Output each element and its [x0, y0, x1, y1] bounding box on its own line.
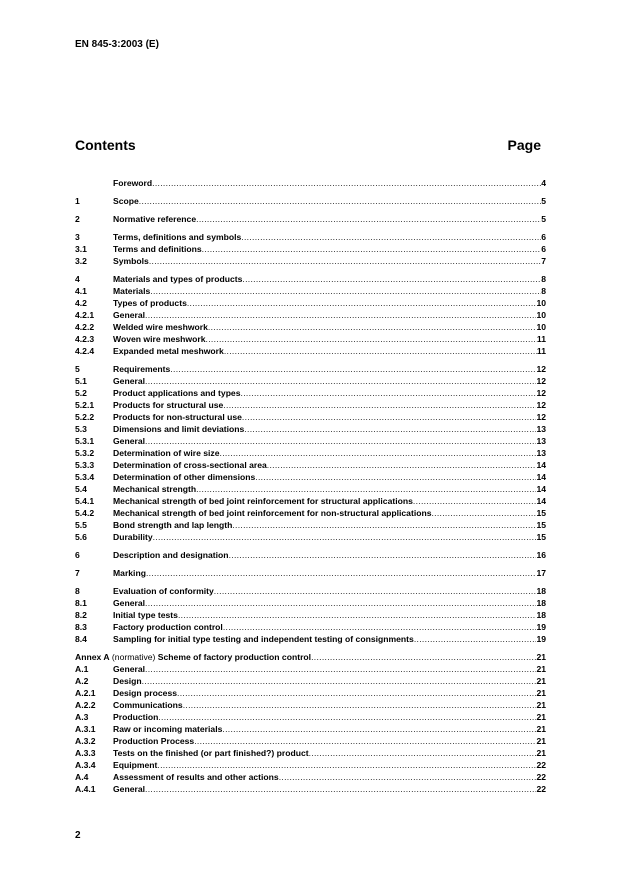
toc-entry-title: [113, 621, 223, 633]
toc-entry-title-text: Determination of cross-sectional area: [113, 460, 267, 470]
toc-entry[interactable]: [75, 735, 546, 747]
toc-entry-title-text: Bond strength and lap length: [113, 520, 233, 530]
toc-entry-title-text: Product applications and types: [113, 388, 241, 398]
toc-entry-page: 14: [536, 472, 546, 482]
toc-entry-page: 12: [536, 376, 546, 386]
dot-leader: [158, 711, 536, 723]
toc-entry[interactable]: [75, 285, 546, 297]
toc-entry-title: [113, 663, 145, 675]
toc-entry-title-text: Terms, definitions and symbols: [113, 232, 242, 242]
toc-entry-title: [113, 387, 241, 399]
toc-entry-page: 22: [536, 784, 546, 794]
dot-leader: [187, 297, 537, 309]
toc-entry-number: A.2.1: [75, 688, 96, 698]
toc-entry[interactable]: [75, 375, 546, 387]
toc-entry-number: 2: [75, 214, 80, 224]
toc-group: [75, 195, 546, 207]
toc-entry-page: 21: [536, 736, 546, 746]
toc-entry-number: 5.2.1: [75, 400, 95, 410]
toc-entry-title: [113, 531, 153, 543]
toc-entry-number: 3: [75, 232, 80, 242]
toc-entry-page: 14: [536, 496, 546, 506]
dot-leader: [170, 363, 536, 375]
toc-entry-title-text: Mechanical strength of bed joint reinforcement for non-structural applications: [113, 508, 432, 518]
toc-entry-page: 19: [536, 634, 546, 644]
toc-entry-page: 5: [541, 196, 546, 206]
toc-entry-page: 11: [536, 334, 546, 344]
dot-leader: [242, 411, 537, 423]
toc-entry-title: [113, 177, 152, 189]
toc-entry-title: [113, 567, 146, 579]
dot-leader: [208, 321, 537, 333]
toc-entry[interactable]: [75, 459, 546, 471]
toc-entry[interactable]: [75, 699, 546, 711]
toc-entry-number: 4.2: [75, 298, 87, 308]
toc-entry-title: [113, 399, 223, 411]
toc-entry-title: [113, 411, 242, 423]
toc-group: [75, 213, 546, 225]
dot-leader: [267, 459, 537, 471]
toc-entry-page: 15: [536, 532, 546, 542]
dot-leader: [202, 243, 542, 255]
toc-entry-page: 16: [536, 550, 546, 560]
toc-entry-number: 8.3: [75, 622, 87, 632]
toc-entry-title-text: Requirements: [113, 364, 171, 374]
toc-entry-title: [113, 723, 222, 735]
toc-entry-title-text: Production Process: [113, 736, 195, 746]
toc-entry-page: 21: [536, 748, 546, 758]
toc-entry[interactable]: [75, 759, 546, 771]
toc-entry-number: [75, 177, 113, 189]
toc-entry-title-text: Terms and definitions: [113, 244, 202, 254]
toc-group: [75, 585, 546, 645]
toc-entry-page: 18: [536, 598, 546, 608]
toc-entry-title: [113, 345, 224, 357]
toc-entry-title-text: Marking: [113, 568, 146, 578]
toc-entry-page: 10: [536, 298, 546, 308]
toc-entry-title: [113, 309, 145, 321]
toc-entry-page: 21: [536, 664, 546, 674]
toc-entry-number: 5.4.1: [75, 496, 95, 506]
toc-group: [75, 363, 546, 543]
dot-leader: [196, 483, 536, 495]
toc-entry-number: 5.5: [75, 520, 87, 530]
toc-entry[interactable]: [75, 309, 546, 321]
toc-entry[interactable]: [75, 651, 546, 663]
dot-leader: [414, 633, 537, 645]
toc-entry-title: [113, 747, 309, 759]
toc-entry-title-text: Determination of other dimensions: [113, 472, 256, 482]
dot-leader: [177, 687, 536, 699]
toc-entry-number: 8.1: [75, 598, 87, 608]
toc-entry[interactable]: [75, 243, 546, 255]
document-header: EN 845-3:2003 (E): [75, 39, 159, 50]
toc-entry-page: 21: [536, 688, 546, 698]
dot-leader: [145, 375, 536, 387]
toc-entry-title-text: Annex A: [75, 652, 110, 662]
toc-entry-page: 22: [536, 772, 546, 782]
toc-entry-page: 18: [536, 586, 546, 596]
toc-entry-title: [113, 687, 177, 699]
dot-leader: [145, 663, 536, 675]
dot-leader: [152, 177, 541, 189]
toc-entry-number: 1: [75, 196, 80, 206]
dot-leader: [242, 273, 541, 285]
toc-entry-number: A.1: [75, 664, 89, 674]
dot-leader: [196, 213, 541, 225]
toc-entry-number: 3.2: [75, 256, 87, 266]
toc-entry-page: 14: [536, 460, 546, 470]
toc-entry-number: 4.2.2: [75, 322, 95, 332]
table-of-contents: [75, 177, 546, 795]
toc-entry-title: [113, 771, 279, 783]
dot-leader: [214, 585, 537, 597]
toc-entry[interactable]: [75, 363, 546, 375]
toc-entry-number: 5.3.4: [75, 472, 95, 482]
toc-entry-number: 3.1: [75, 244, 87, 254]
toc-entry-page: 8: [541, 274, 546, 284]
toc-entry-title-text: Types of products: [113, 298, 187, 308]
toc-entry-title-text: Scope: [113, 196, 139, 206]
toc-entry-page: 17: [536, 568, 546, 578]
toc-entry-number: A.2: [75, 676, 89, 686]
dot-leader: [241, 231, 541, 243]
toc-entry-number: 5.3.1: [75, 436, 95, 446]
toc-entry-number: A.3.4: [75, 760, 96, 770]
toc-entry-page: 21: [536, 712, 546, 722]
dot-leader: [431, 507, 536, 519]
toc-entry-page: 4: [541, 178, 546, 188]
toc-entry[interactable]: [75, 495, 546, 507]
toc-entry-number: 4.2.4: [75, 346, 95, 356]
toc-entry-title-text: Sampling for initial type testing and independent testing of consignments: [113, 634, 414, 644]
toc-entry[interactable]: [75, 507, 546, 519]
toc-entry[interactable]: [75, 255, 546, 267]
toc-entry-number: 5.3: [75, 424, 87, 434]
toc-entry-title-text: General: [113, 310, 146, 320]
dot-leader: [142, 675, 537, 687]
toc-entry-title-text: Determination of wire size: [113, 448, 220, 458]
toc-entry-number: A.4.1: [75, 784, 96, 794]
toc-entry-title: [113, 285, 150, 297]
dot-leader: [311, 651, 536, 663]
toc-entry[interactable]: [75, 531, 546, 543]
toc-entry-title-text: Scheme of factory production control: [157, 652, 312, 662]
toc-entry[interactable]: [75, 435, 546, 447]
toc-entry-number: 5.4: [75, 484, 87, 494]
toc-entry-title-text: General: [113, 376, 146, 386]
toc-entry[interactable]: [75, 321, 546, 333]
toc-entry-title-text: Description and designation: [113, 550, 229, 560]
dot-leader: [232, 519, 536, 531]
toc-entry[interactable]: [75, 723, 546, 735]
toc-entry[interactable]: [75, 231, 546, 243]
toc-entry-title: [113, 483, 196, 495]
toc-entry[interactable]: [75, 399, 546, 411]
toc-entry[interactable]: [75, 621, 546, 633]
toc-entry-title: [113, 495, 413, 507]
toc-entry-title: [113, 213, 196, 225]
toc-entry-number: 8.2: [75, 610, 87, 620]
dot-leader: [279, 771, 537, 783]
dot-leader: [145, 309, 536, 321]
contents-heading: Contents: [75, 137, 136, 153]
toc-entry[interactable]: [75, 195, 546, 207]
toc-group: [75, 273, 546, 357]
toc-entry-number: 4.1: [75, 286, 87, 296]
toc-entry-page: 21: [536, 652, 546, 662]
toc-entry-title-text: Production: [113, 712, 159, 722]
toc-entry-page: 7: [541, 256, 546, 266]
toc-entry-number: 5.1: [75, 376, 87, 386]
toc-entry-title: [113, 231, 241, 243]
toc-entry-page: 10: [536, 322, 546, 332]
toc-group: [75, 549, 546, 561]
toc-entry[interactable]: [75, 519, 546, 531]
toc-entry-title-text: Evaluation of conformity: [113, 586, 214, 596]
toc-entry[interactable]: [75, 333, 546, 345]
toc-entry-number: 4.2.3: [75, 334, 95, 344]
dot-leader: [139, 195, 541, 207]
toc-entry-title: [113, 333, 206, 345]
toc-entry-number: A.3: [75, 712, 89, 722]
toc-entry-page: 12: [536, 388, 546, 398]
toc-entry-page: 5: [541, 214, 546, 224]
dot-leader: [309, 747, 537, 759]
toc-entry-title: [113, 435, 145, 447]
toc-entry-page: 12: [536, 364, 546, 374]
toc-entry[interactable]: [75, 711, 546, 723]
toc-entry-title: [75, 651, 311, 663]
toc-entry-title-text: Woven wire meshwork: [113, 334, 206, 344]
toc-entry-number: 5: [75, 364, 80, 374]
toc-group: [75, 231, 546, 267]
toc-entry-number: 4: [75, 274, 80, 284]
dot-leader: [223, 621, 537, 633]
toc-entry-page: 8: [541, 286, 546, 296]
dot-leader: [150, 285, 541, 297]
toc-entry-title: [113, 609, 178, 621]
dot-leader: [255, 471, 536, 483]
toc-entry-number: 5.3.3: [75, 460, 95, 470]
dot-leader: [244, 423, 536, 435]
toc-group: [75, 567, 546, 579]
dot-leader: [157, 759, 536, 771]
toc-entry-title: [113, 507, 431, 519]
toc-entry[interactable]: [75, 213, 546, 225]
toc-entry[interactable]: [75, 423, 546, 435]
toc-entry[interactable]: [75, 345, 546, 357]
toc-entry-title: [113, 735, 194, 747]
dot-leader: [145, 597, 536, 609]
toc-entry[interactable]: [75, 771, 546, 783]
toc-entry-title-text: Communications: [113, 700, 183, 710]
toc-entry-title-text: Equipment: [113, 760, 158, 770]
toc-entry-title-text: Symbols: [113, 256, 149, 266]
toc-entry[interactable]: [75, 609, 546, 621]
toc-entry-title: [113, 633, 414, 645]
toc-entry-title: [113, 711, 158, 723]
toc-entry-number: 5.2: [75, 388, 87, 398]
toc-entry-number: 8.4: [75, 634, 87, 644]
toc-entry-title-text: Assessment of results and other actions: [113, 772, 279, 782]
toc-entry-page: 22: [536, 760, 546, 770]
toc-group: [75, 651, 546, 795]
toc-entry-title: [113, 759, 157, 771]
dot-leader: [220, 447, 537, 459]
toc-entry-title: [113, 273, 242, 285]
toc-entry[interactable]: [75, 687, 546, 699]
toc-entry-title-text: Tests on the finished (or part finished?) product: [113, 748, 309, 758]
toc-entry-title: [113, 243, 202, 255]
toc-entry[interactable]: [75, 471, 546, 483]
toc-entry-title-text: Mechanical strength: [113, 484, 197, 494]
dot-leader: [223, 399, 536, 411]
toc-entry-number: A.3.3: [75, 748, 96, 758]
toc-entry-page: 10: [536, 310, 546, 320]
toc-entry-title-text: General: [113, 784, 146, 794]
toc-entry-number: A.2.2: [75, 700, 96, 710]
dot-leader: [206, 333, 537, 345]
dot-leader: [183, 699, 537, 711]
toc-entry-title-text: Foreword: [113, 178, 153, 188]
dot-leader: [224, 345, 537, 357]
toc-entry-number: A.4: [75, 772, 89, 782]
toc-entry[interactable]: [75, 783, 546, 795]
toc-entry-page: 13: [536, 448, 546, 458]
toc-entry-number: 5.2.2: [75, 412, 95, 422]
toc-entry-number: 5.4.2: [75, 508, 95, 518]
toc-entry-page: 6: [541, 232, 546, 242]
toc-group: [75, 177, 546, 189]
toc-entry[interactable]: [75, 567, 546, 579]
toc-entry[interactable]: [75, 633, 546, 645]
toc-entry-title-text: Products for structural use: [113, 400, 224, 410]
toc-entry-title-text: Mechanical strength of bed joint reinforcement for structural applications: [113, 496, 413, 506]
page-number: 2: [75, 830, 81, 841]
toc-entry[interactable]: [75, 273, 546, 285]
toc-entry-number: 5.6: [75, 532, 87, 542]
toc-entry-annex-type: (normative): [109, 652, 158, 662]
toc-entry-number: 6: [75, 550, 80, 560]
toc-entry-title-text: Durability: [113, 532, 153, 542]
toc-entry-number: 4.2.1: [75, 310, 95, 320]
toc-entry-page: 14: [536, 484, 546, 494]
toc-entry-page: 15: [536, 508, 546, 518]
toc-entry-title-text: Raw or incoming materials: [113, 724, 223, 734]
toc-entry[interactable]: [75, 585, 546, 597]
toc-entry[interactable]: [75, 447, 546, 459]
toc-entry[interactable]: [75, 675, 546, 687]
dot-leader: [194, 735, 536, 747]
dot-leader: [145, 435, 536, 447]
toc-entry-title: [113, 255, 149, 267]
dot-leader: [178, 609, 536, 621]
dot-leader: [149, 255, 541, 267]
toc-entry-number: 5.3.2: [75, 448, 95, 458]
dot-leader: [145, 783, 536, 795]
toc-entry-page: 11: [536, 346, 546, 356]
dot-leader: [222, 723, 536, 735]
toc-entry-page: 21: [536, 700, 546, 710]
toc-entry-title: [113, 675, 142, 687]
toc-entry-title-text: Welded wire meshwork: [113, 322, 208, 332]
toc-entry-title: [113, 549, 229, 561]
toc-entry-page: 21: [536, 676, 546, 686]
toc-entry-title-text: Factory production control: [113, 622, 223, 632]
toc-entry-title-text: Materials: [113, 286, 151, 296]
toc-entry-title-text: Design: [113, 676, 142, 686]
toc-entry-title: [113, 471, 255, 483]
toc-entry[interactable]: [75, 297, 546, 309]
toc-entry-page: 13: [536, 424, 546, 434]
toc-entry[interactable]: [75, 747, 546, 759]
toc-entry-title: [113, 519, 232, 531]
toc-entry-title-text: Materials and types of products: [113, 274, 243, 284]
toc-entry[interactable]: [75, 597, 546, 609]
toc-entry-title-text: General: [113, 436, 146, 446]
toc-entry[interactable]: [75, 411, 546, 423]
toc-entry[interactable]: [75, 663, 546, 675]
toc-entry-title: [113, 297, 187, 309]
dot-leader: [413, 495, 537, 507]
toc-entry-page: 12: [536, 412, 546, 422]
toc-entry[interactable]: [75, 177, 546, 189]
toc-entry-title-text: Normative reference: [113, 214, 197, 224]
toc-entry-page: 15: [536, 520, 546, 530]
dot-leader: [146, 567, 536, 579]
toc-entry-page: 6: [541, 244, 546, 254]
toc-entry-number: A.3.2: [75, 736, 96, 746]
toc-entry-title: [113, 195, 139, 207]
toc-entry-title-text: Products for non-structural use: [113, 412, 242, 422]
toc-entry-title-text: Dimensions and limit deviations: [113, 424, 245, 434]
toc-entry-number: A.3.1: [75, 724, 96, 734]
toc-entry-title-text: Expanded metal meshwork: [113, 346, 224, 356]
toc-entry-title-text: Initial type tests: [113, 610, 178, 620]
toc-entry-page: 21: [536, 724, 546, 734]
toc-entry-title: [113, 699, 183, 711]
toc-entry-page: 13: [536, 436, 546, 446]
dot-leader: [241, 387, 537, 399]
toc-entry-title: [113, 321, 208, 333]
toc-entry-title-text: General: [113, 664, 146, 674]
toc-entry-title-text: General: [113, 598, 146, 608]
toc-entry-page: 19: [536, 622, 546, 632]
toc-entry-page: 12: [536, 400, 546, 410]
toc-entry[interactable]: [75, 387, 546, 399]
toc-entry-page: 18: [536, 610, 546, 620]
toc-entry-title: [113, 783, 145, 795]
dot-leader: [153, 531, 537, 543]
toc-entry-title: [113, 597, 145, 609]
toc-entry-title-text: Design process: [113, 688, 177, 698]
toc-entry-title: [113, 447, 220, 459]
dot-leader: [229, 549, 537, 561]
toc-entry-title: [113, 585, 214, 597]
toc-entry-title: [113, 423, 244, 435]
toc-entry[interactable]: [75, 483, 546, 495]
toc-entry-title: [113, 459, 267, 471]
toc-entry-number: 7: [75, 568, 80, 578]
toc-entry[interactable]: [75, 549, 546, 561]
toc-entry-title: [113, 363, 170, 375]
toc-entry-title: [113, 375, 145, 387]
toc-entry-number: 8: [75, 586, 80, 596]
page-column-heading: Page: [507, 137, 541, 153]
